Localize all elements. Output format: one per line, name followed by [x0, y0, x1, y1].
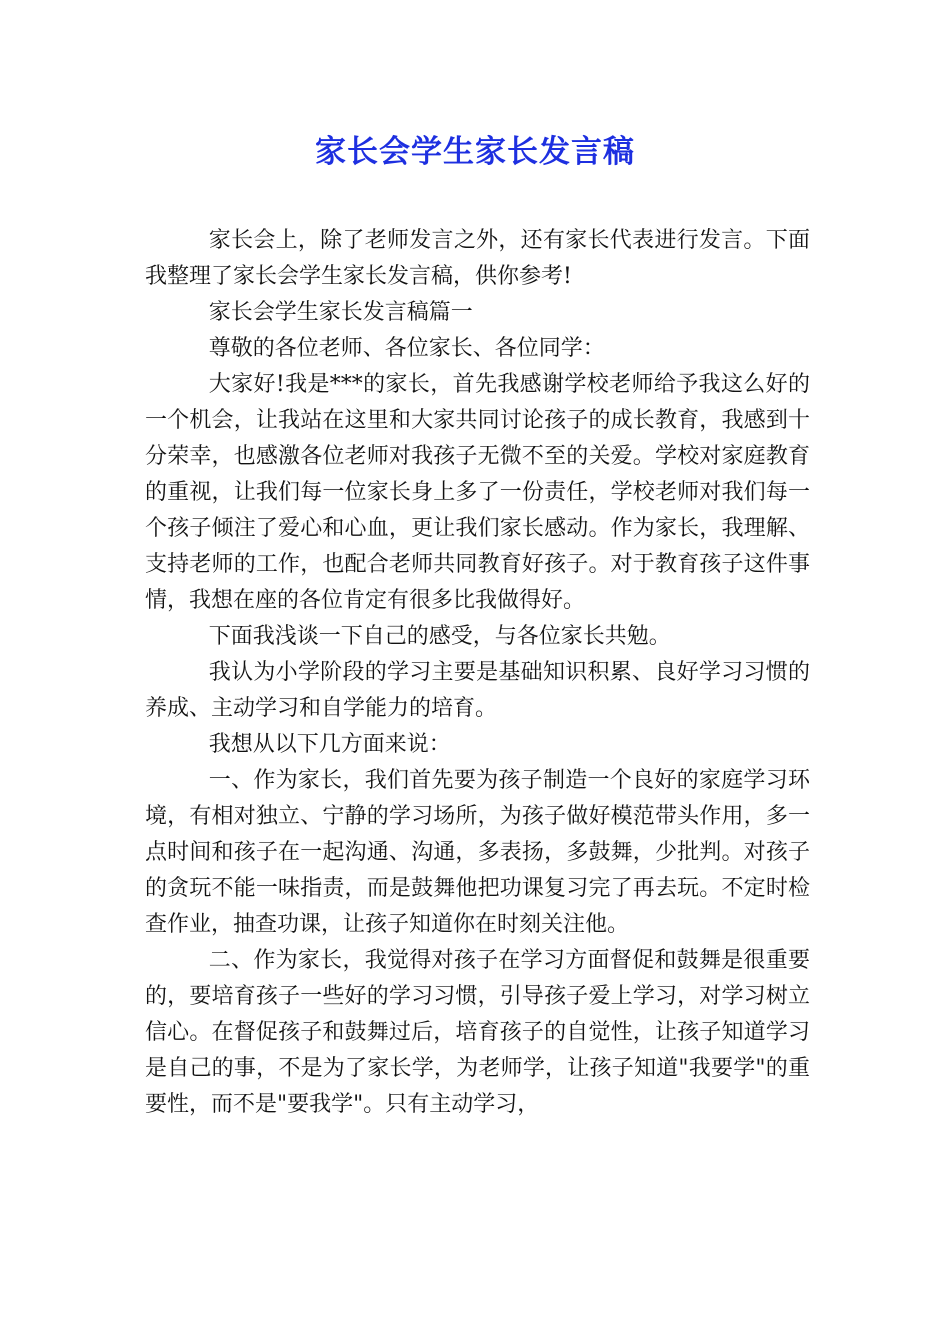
paragraph-transition: 下面我浅谈一下自己的感受，与各位家长共勉。 [208, 624, 671, 649]
paragraph-viewpoint: 我认为小学阶段的学习主要是基础知识积累、良好学习习惯的养成、主动学习和自学能力的培育。 [145, 660, 810, 721]
paragraph-intro: 家长会上，除了老师发言之外，还有家长代表进行发言。下面我整理了家长会学生家长发言稿，供你参考! [145, 228, 810, 289]
document-body [145, 223, 810, 1123]
paragraph-point-two: 二、作为家长，我觉得对孩子在学习方面督促和鼓舞是很重要的，要培育孩子一些好的学习习惯，引导孩子爱上学习，对学习树立信心。在督促孩子和鼓舞过后，培育孩子的自觉性，让孩子知道学习是自己的事，不是为了家长学，为老师学，让孩子知道"我要学"的重要性，而不是"要我学"。只有主动学习， [145, 948, 810, 1117]
paragraph-salutation: 尊敬的各位老师、各位家长、各位同学： [208, 336, 605, 361]
paragraph-section-heading: 家长会学生家长发言稿篇一 [208, 300, 473, 325]
document-title: 家长会学生家长发言稿 [315, 134, 635, 170]
paragraph-point-one: 一、作为家长，我们首先要为孩子制造一个良好的家庭学习环境，有相对独立、宁静的学习场所，为孩子做好模范带头作用，多一点时间和孩子在一起沟通、沟通，多表扬，多鼓舞，少批判。对孩子的贪玩不能一味指责，而是鼓舞他把功课复习完了再去玩。不定时检查作业，抽查功课，让孩子知道你在时刻关注他。 [145, 768, 810, 937]
paragraph-greeting: 大家好!我是***的家长，首先我感谢学校老师给予我这么好的一个机会，让我站在这里和大家共同讨论孩子的成长教育，我感到十分荣幸，也感激各位老师对我孩子无微不至的关爱。学校对家庭教育的重视，让我们每一位家长身上多了一份责任，学校老师对我们每一个孩子倾注了爱心和心血，更让我们家长感动。作为家长，我理解、支持老师的工作，也配合老师共同教育好孩子。对于教育孩子这件事情，我想在座的各位肯定有很多比我做得好。 [145, 372, 810, 613]
paragraph-aspects-intro: 我想从以下几方面来说： [208, 732, 451, 757]
